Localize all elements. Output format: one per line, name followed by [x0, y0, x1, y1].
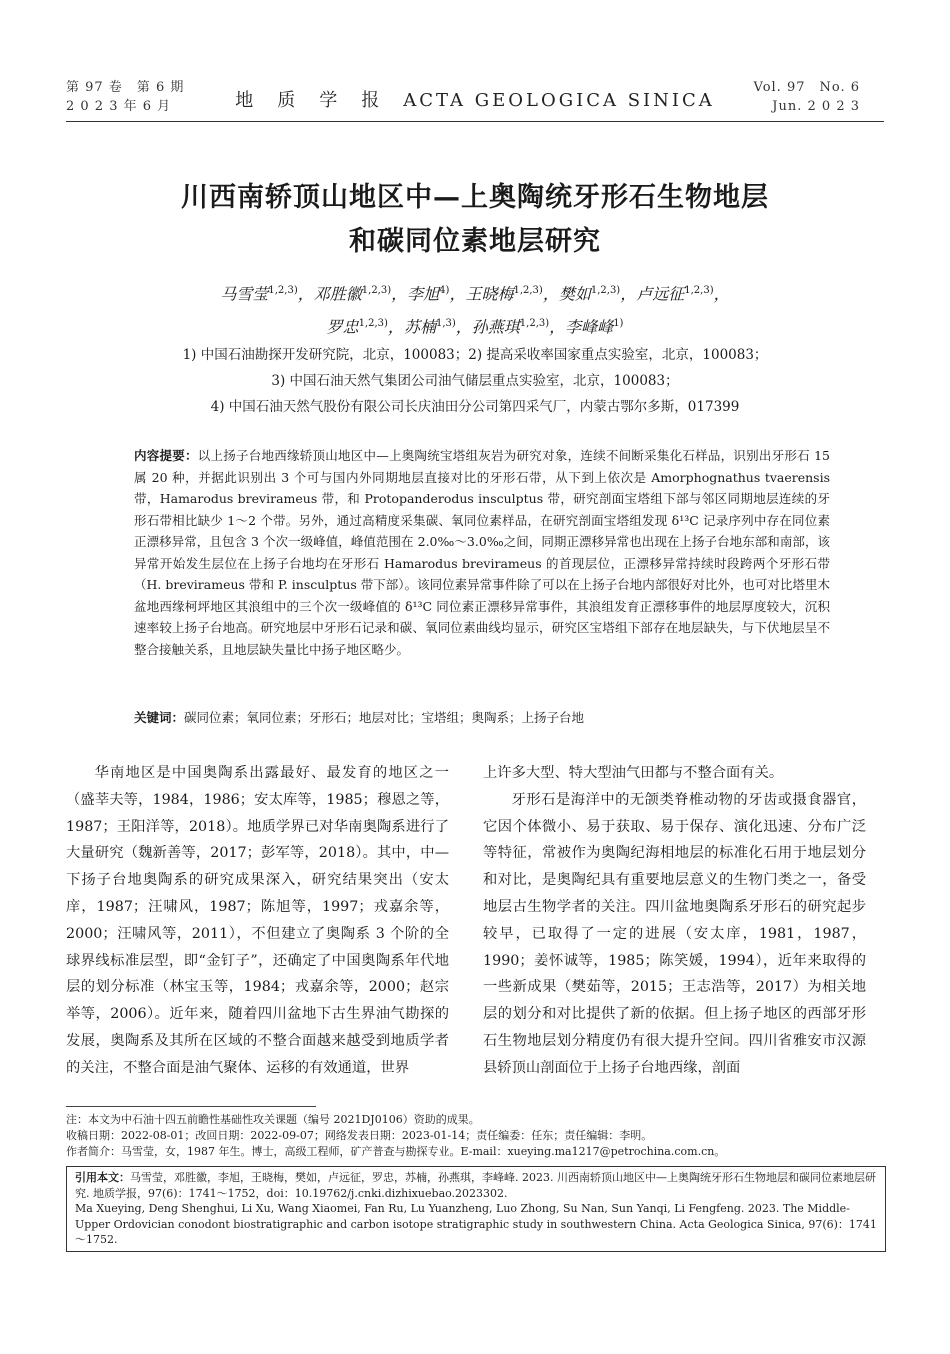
- keywords: [134, 708, 830, 728]
- header-divider: [66, 121, 884, 122]
- footnote-dates: 收稿日期：2022-08-01；改回日期：2022-09-07；网络发表日期：2023-01-14；责任编委：任东；责任编辑：李明。: [66, 1129, 653, 1142]
- author-affiliation-marker: 1,2,3): [268, 285, 298, 296]
- author-name: 卢远征: [636, 284, 685, 304]
- affiliation-line: 3) 中国石油天然气集团公司油气储层重点实验室，北京，100083；: [271, 373, 679, 389]
- volume-issue-en: Vol. 97 No. 6: [753, 80, 860, 95]
- author-line-1: 马雪莹$^{1,2,3)}$，邓胜徽$^{1,2,3)}$，李旭$^{4)}$，王晓梅$^{1,2,3)}$，樊如$^{1,2,3)}$，卢远征$^{1,2,3)}$，: [220, 284, 730, 304]
- paragraph: 牙形石是海洋中的无颌类脊椎动物的牙齿或摄食器官，它因个体微小、易于获取、易于保存、演化迅速、分布广泛等特征，常被作为奥陶纪海相地层的标准化石用于地层划分和对比，是奥陶纪具有重要地层意义的生物门类之一，备受地层古生物学者的关注。四川盆地奥陶系牙形石的研究起步较早，已取得了一定的进展（安太庠，1981，1987，1990；姜怀诚等，1985；陈笑媛，1994），近年来取得的一些新成果（樊茹等，2015；王志浩等，2017）为相关地层的划分和对比提供了新的依据。但上扬子地区的西部牙形石生物地层划分精度仍有很大提升空间。四川省雅安市汉源县轿顶山剖面位于上扬子台地西缘，剖面: [483, 791, 866, 1076]
- author-affiliation-marker: 4): [439, 285, 450, 296]
- author-name: 邓胜徽: [313, 284, 362, 304]
- author-affiliation-marker: 1): [613, 318, 624, 330]
- author-line-2: 罗忠$^{1,2,3)}$，苏楠$^{1,3)}$，孙燕琪$^{1,2,3)}$，李峰峰$^{1)}$: [326, 317, 624, 337]
- abstract-text: 以上扬子台地西缘轿顶山地区中—上奥陶统宝塔组灰岩为研究对象，连续不间断采集化石样品，识别出牙形石 15 属 20 种，并据此识别出 3 个可与国内外同期地层直接对比的牙形石带，从下到上依次是 Amorphognathus tvaerensis 带，Hamarodus brevirameus 带，和 Protopanderodus insculptus 带，研究剖面宝塔组下部与邻区同期地层连续的牙形石带相比缺少 1～2 个带。另外，通过高精度采集碳、氧同位素样品，在研究剖面宝塔组发现 δ¹³C 记录序列中存在同位素正漂移异常，且包含 3 个次一级峰值，峰值范围在 2.0‰～3.0‰之间，同期正漂移异常也出现在上扬子台地东部和南部，该异常开始发生层位在上扬子台地均在牙形石 Hamarodus brevirameus 的首现层位，正漂移异常持续时段跨两个牙形石带（H. brevirameus 带和 P. insculptus 带下部）。该同位素异常事件除了可以在上扬子台地内部很好对比外，也可对比塔里木盆地西缘柯坪地区其浪组中的三个次一级峰值的 δ¹³C 同位素正漂移异常事件，其浪组发育正漂移事件的地层厚度较大，沉积速率较上扬子台地高。研究地层中牙形石记录和碳、氧同位素曲线均显示，研究区宝塔组下部存在地层缺失，与下伏地层呈不整合接触关系，且地层缺失量比中扬子地区略少。: [134, 448, 830, 657]
- footnotes: [66, 1112, 884, 1160]
- footnote-funding: 注：本文为中石油十四五前瞻性基础性攻关课题（编号 2021DJ0106）资助的成果。: [66, 1113, 480, 1126]
- citation-label: 引用本文：: [75, 1171, 130, 1184]
- paragraph-continuation: 上许多大型、特大型油气田都与不整合面有关。: [483, 765, 784, 781]
- affiliation-line: 4) 中国石油天然气股份有限公司长庆油田分公司第四采气厂，内蒙古鄂尔多斯，017399: [210, 399, 740, 415]
- affiliations: [66, 342, 884, 420]
- body-column-left: [66, 760, 449, 1082]
- date-en: Jun. 2 0 2 3: [772, 99, 860, 114]
- date-cn: 2 0 2 3 年 6 月: [66, 99, 172, 114]
- author-name: 李峰峰: [565, 317, 614, 337]
- keywords-text: 碳同位素；氧同位素；牙形石；地层对比；宝塔组；奥陶系；上扬子台地: [184, 710, 585, 725]
- author-name: 樊如: [558, 284, 591, 304]
- affiliation-line: 1) 中国石油勘探开发研究院，北京，100083；2) 提高采收率国家重点实验室，北京，100083；: [182, 347, 768, 363]
- author-affiliation-marker: 1,2,3): [361, 285, 392, 296]
- paragraph: 华南地区是中国奥陶系出露最好、最发育的地区之一（盛莘夫等，1984，1986；安太库等，1985；穆恩之等，1987；王阳洋等，2018）。地质学界已对华南奥陶系进行了大量研究（魏新善等，2017；彭军等，2018）。其中，中—下扬子台地奥陶系的研究成果深入，研究结果突出（安太庠，1987；汪啸风，1987；陈旭等，1997；戎嘉余等，2000；汪啸风等，2011），不但建立了奥陶系 3 个阶的全球界线标准层型，即“金钉子”，还确定了中国奥陶系年代地层的划分标准（林宝玉等，1984；戎嘉余等，2000；赵宗举等，2006）。近年来，随着四川盆地下古生界油气勘探的发展，奥陶系及其所在区域的不整合面越来越受到地质学者的关注，不整合面是油气聚体、运移的有效通道，世界: [66, 765, 449, 1076]
- citation-box: [66, 1166, 886, 1252]
- author-affiliation-marker: 1,2,3): [519, 318, 550, 330]
- body-column-right: [483, 760, 866, 1082]
- author-name: 马雪莹: [220, 284, 269, 304]
- author-affiliation-marker: 1,2,3): [513, 285, 543, 296]
- volume-issue-cn: 第 97 卷 第 6 期: [66, 80, 185, 95]
- journal-issue-en: [754, 78, 861, 116]
- abstract: [134, 445, 830, 660]
- keywords-label: 关键词：: [134, 710, 185, 725]
- author-name: 王晓梅: [465, 284, 514, 304]
- author-name: 苏楠: [403, 317, 436, 337]
- author-affiliation-marker: 1,2,3): [358, 318, 388, 330]
- author-name: 李旭: [407, 284, 440, 304]
- author-affiliation-marker: 1,3): [435, 318, 456, 330]
- author-list: [66, 276, 884, 343]
- author-affiliation-marker: 1,2,3): [684, 285, 714, 296]
- title-line-2: 和碳同位素地层研究: [349, 226, 601, 257]
- title-line-1: 川西南轿顶山地区中—上奥陶统牙形石生物地层: [181, 182, 769, 213]
- footnote-divider: [66, 1106, 316, 1107]
- journal-name: 地 质 学 报 ACTA GEOLOGICA SINICA: [235, 90, 715, 111]
- abstract-label: 内容提要：: [134, 448, 198, 463]
- footnote-author: 作者简介：马雪莹，女，1987 年生。博士，高级工程师，矿产普查与勘探专业。E-mail：xueying.ma1217@petrochina.com.cn。: [66, 1145, 726, 1158]
- citation-cn: 马雪莹，邓胜徽，李旭，王晓梅，樊如，卢远征，罗忠，苏楠，孙燕琪，李峰峰. 2023. 川西南轿顶山地区中—上奥陶统牙形石生物地层和碳同位素地层研究. 地质学报，97(6)：1741～1752，doi：10.19762/j.cnki.dizhixuebao.2023302.: [75, 1171, 876, 1200]
- author-affiliation-marker: 1,2,3): [590, 285, 621, 296]
- author-name: 罗忠: [326, 317, 359, 337]
- citation-en: Ma Xueying, Deng Shenghui, Li Xu, Wang Xiaomei, Fan Ru, Lu Yuanzheng, Luo Zhong, Su Nan, Sun Yanqi, Li Fengfeng. 2023. The Middle-Upper Ordovician conodont biostratigraphic and carbon isotope stratigraphic study in southwestern China. Acta Geologica Sinica, 97(6)：1741～1752.: [75, 1202, 877, 1247]
- author-name: 孙燕琪: [471, 317, 520, 337]
- paper-title: [66, 176, 884, 264]
